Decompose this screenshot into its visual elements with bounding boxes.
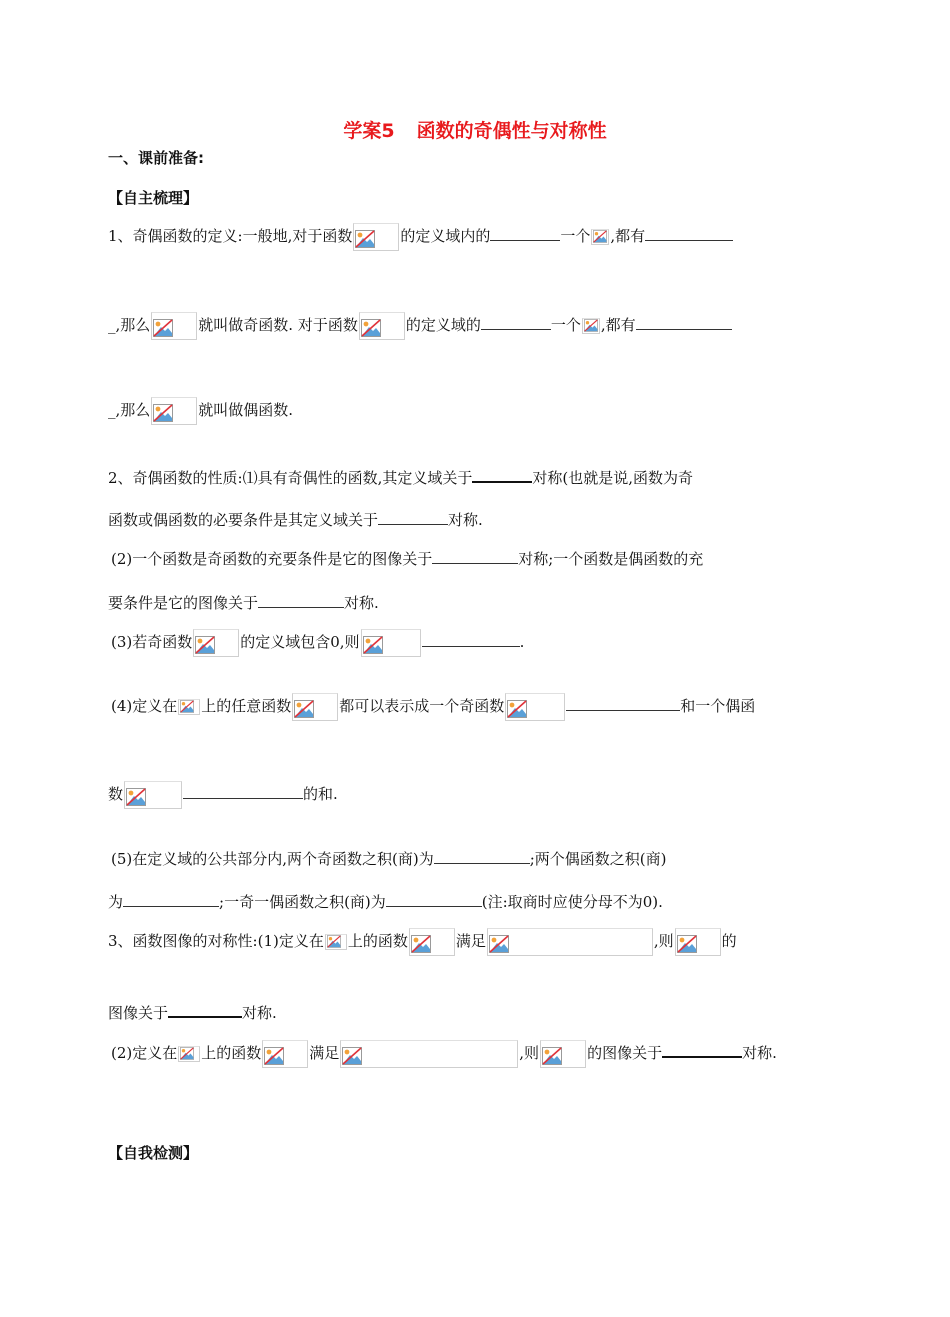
broken-image-icon (180, 700, 194, 713)
formula-image (505, 693, 565, 721)
broken-image-icon (180, 1047, 194, 1060)
formula-image (582, 318, 600, 334)
property-line-8: (5)在定义域的公共部分内,两个奇函数之积(商)为 ;两个偶函数之积(商) (111, 845, 851, 875)
blank (645, 222, 733, 241)
formula-image (151, 312, 197, 340)
symmetry-line-2: 图像关于 对称. (108, 998, 848, 1028)
blank (422, 628, 520, 647)
formula-image (193, 629, 239, 657)
section-review-heading: 【自主梳理】 (108, 189, 199, 207)
blank (472, 463, 532, 483)
property-line-9: 为 ;一奇一偶函数之积(商)为 (注:取商时应使分母不为0). (108, 888, 848, 918)
blank (123, 888, 219, 907)
broken-image-icon (327, 935, 341, 948)
blank (566, 692, 680, 711)
broken-image-icon (363, 636, 383, 654)
property-line-2: 函数或偶函数的必要条件是其定义域关于 对称. (108, 506, 848, 536)
symmetry-line-1: 3、函数图像的对称性:(1)定义在 上的函数 满足 ,则 的 (108, 928, 848, 958)
formula-image (675, 928, 721, 956)
definition-line-2: _,那么 就叫做奇函数. 对于函数 的定义域的 一个 ,都有 (108, 311, 848, 341)
property-line-7: 数 的和. (108, 780, 848, 810)
formula-image (151, 397, 197, 425)
broken-image-icon (361, 319, 381, 337)
broken-image-icon (542, 1047, 562, 1065)
page-title: 学案5 函数的奇偶性与对称性 (343, 120, 607, 142)
blank (183, 780, 303, 799)
blank (481, 311, 551, 330)
broken-image-icon (294, 700, 314, 718)
broken-image-icon (153, 319, 173, 337)
broken-image-icon (264, 1047, 284, 1065)
blank (168, 998, 242, 1018)
property-line-3: (2)一个函数是奇函数的充要条件是它的图像关于 对称;一个函数是偶函数的充 (111, 545, 851, 575)
broken-image-icon (489, 935, 509, 953)
broken-image-icon (126, 788, 146, 806)
formula-image (292, 693, 338, 721)
formula-image (262, 1040, 308, 1068)
formula-image (325, 934, 347, 950)
blank (490, 222, 560, 241)
formula-image (340, 1040, 518, 1068)
blank (432, 545, 518, 564)
formula-image (361, 629, 421, 657)
formula-image (359, 312, 405, 340)
broken-image-icon (584, 319, 598, 332)
broken-image-icon (153, 404, 173, 422)
blank (662, 1038, 742, 1058)
broken-image-icon (195, 636, 215, 654)
broken-image-icon (507, 700, 527, 718)
broken-image-icon (411, 935, 431, 953)
formula-image (353, 223, 399, 251)
formula-image (409, 928, 455, 956)
broken-image-icon (593, 230, 607, 243)
property-line-4: 要条件是它的图像关于 对称. (108, 589, 848, 619)
broken-image-icon (342, 1047, 362, 1065)
section-prep-heading: 一、课前准备: (108, 149, 204, 167)
section-check-heading: 【自我检测】 (108, 1144, 199, 1162)
blank (258, 589, 344, 608)
property-line-5: (3)若奇函数 的定义域包含0,则 . (111, 628, 851, 658)
blank (636, 311, 732, 330)
broken-image-icon (677, 935, 697, 953)
definition-line-1: 1、奇偶函数的定义:一般地,对于函数 的定义域内的 一个 ,都有 (108, 222, 848, 252)
blank (378, 506, 448, 525)
blank (386, 888, 482, 907)
formula-image (178, 699, 200, 715)
symmetry-line-3: (2)定义在 上的函数 满足 ,则 的图像关于 对称. (111, 1038, 851, 1068)
formula-image (540, 1040, 586, 1068)
formula-image (124, 781, 182, 809)
formula-image (487, 928, 653, 956)
definition-line-3: _,那么 就叫做偶函数. (108, 397, 848, 427)
formula-image (178, 1046, 200, 1062)
property-line-1: 2、奇偶函数的性质:⑴具有奇偶性的函数,其定义域关于 对称(也就是说,函数为奇 (108, 463, 848, 493)
broken-image-icon (355, 230, 375, 248)
blank (434, 845, 530, 864)
formula-image (591, 229, 609, 245)
property-line-6: (4)定义在 上的任意函数 都可以表示成一个奇函数 和一个偶函 (111, 692, 851, 722)
